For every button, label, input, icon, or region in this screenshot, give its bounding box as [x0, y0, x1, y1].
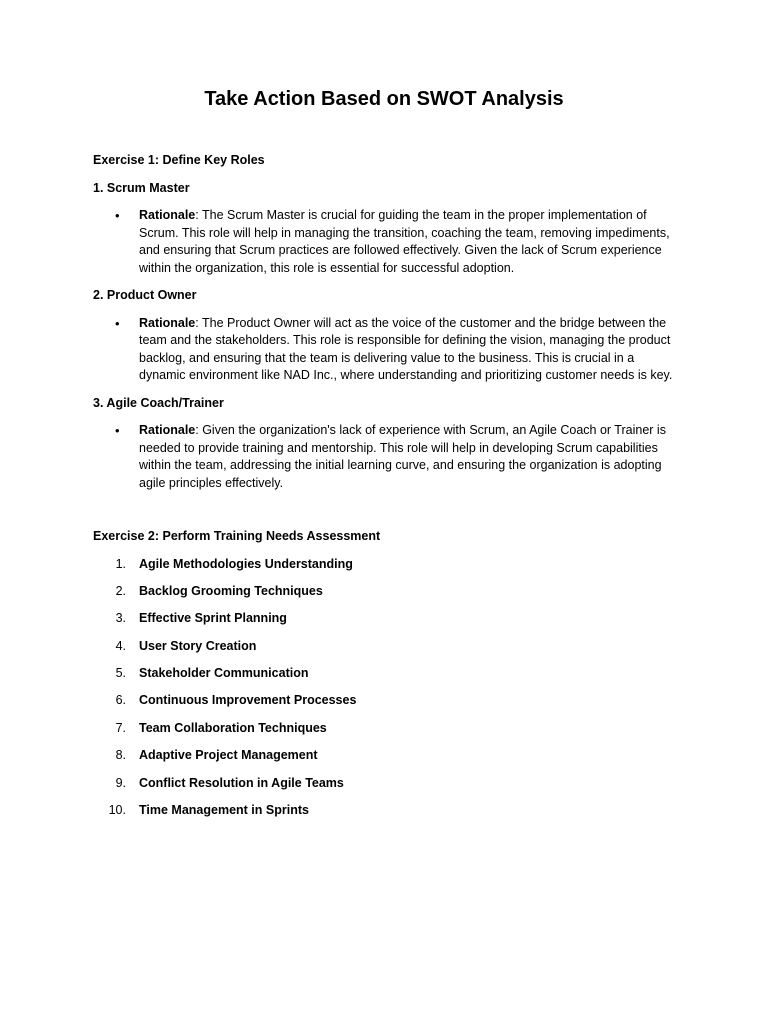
list-item-label: Team Collaboration Techniques [139, 720, 327, 735]
list-number: 5. [115, 666, 126, 681]
list-item [93, 775, 678, 793]
rationale-item [93, 315, 678, 385]
list-item-label: Agile Methodologies Understanding [139, 556, 353, 571]
list-item-label: Effective Sprint Planning [139, 611, 287, 626]
list-number: 3. [115, 611, 126, 626]
list-item [93, 556, 678, 574]
bullet-icon: • [115, 423, 120, 438]
list-item [93, 638, 678, 656]
rationale-label: Rationale [139, 423, 196, 437]
role-rationale-list [93, 207, 678, 277]
list-number: 10. [108, 803, 126, 818]
list-item-label: Backlog Grooming Techniques [139, 583, 323, 598]
list-item-label: Conflict Resolution in Agile Teams [139, 775, 344, 790]
list-item [93, 692, 678, 710]
list-number: 6. [115, 693, 126, 708]
bullet-icon: • [115, 208, 120, 223]
exercise-2-heading: Exercise 2: Perform Training Needs Assessment [93, 529, 381, 543]
list-item [93, 747, 678, 765]
exercise-1-section [93, 152, 678, 492]
list-number: 1. [115, 556, 126, 571]
list-item [93, 610, 678, 628]
rationale-text: : The Scrum Master is crucial for guiding the team in the proper implementation of Scrum. This role will help in managing the transition, coaching the team, removing impediments, and ensuring that Scrum practices are followed effectively. Given the lack of Scrum experience within the organization, this role is essential for successful adoption. [139, 208, 670, 275]
role-rationale-list [93, 422, 678, 492]
role-heading-agile-coach: 3. Agile Coach/Trainer [93, 395, 224, 410]
list-item-label: Adaptive Project Management [139, 748, 318, 763]
rationale-label: Rationale [139, 315, 196, 330]
list-number: 4. [115, 638, 126, 653]
list-item [93, 720, 678, 738]
list-number: 7. [115, 720, 126, 735]
document-title: Take Action Based on SWOT Analysis [204, 88, 564, 110]
document-body [93, 152, 678, 829]
list-item-label: User Story Creation [139, 638, 257, 653]
list-item [93, 665, 678, 683]
list-item [93, 802, 678, 820]
list-item-label: Continuous Improvement Processes [139, 693, 357, 708]
rationale-text: : Given the organization's lack of experience with Scrum, an Agile Coach or Trainer is needed to provide training and mentorship. This role will help in developing Scrum capabilities within the team, addressing the initial learning curve, and ensuring the organization is adopting agile principles effectively. [139, 423, 666, 490]
rationale-label: Rationale [139, 208, 196, 222]
rationale-text: : The Product Owner will act as the voice of the customer and the bridge between the team and the stakeholders. This role is responsible for defining the vision, managing the product backlog, and ensuring that the team is delivering value to the business. This is crucial in a dynamic environment like NAD Inc., where understanding and prioritizing customer needs is key. [139, 315, 673, 382]
bullet-icon: • [115, 315, 120, 331]
list-item [93, 583, 678, 601]
rationale-item [93, 207, 678, 277]
list-number: 2. [115, 583, 126, 598]
role-heading-scrum-master: 1. Scrum Master [93, 180, 190, 195]
list-item-label: Time Management in Sprints [139, 803, 309, 818]
training-needs-list [93, 556, 678, 820]
exercise-2-section [93, 528, 678, 820]
role-rationale-list [93, 315, 678, 385]
rationale-item [93, 422, 678, 492]
exercise-1-heading: Exercise 1: Define Key Roles [93, 153, 265, 167]
list-number: 9. [115, 775, 126, 790]
list-number: 8. [115, 748, 126, 763]
list-item-label: Stakeholder Communication [139, 666, 309, 681]
role-heading-product-owner: 2. Product Owner [93, 288, 197, 302]
